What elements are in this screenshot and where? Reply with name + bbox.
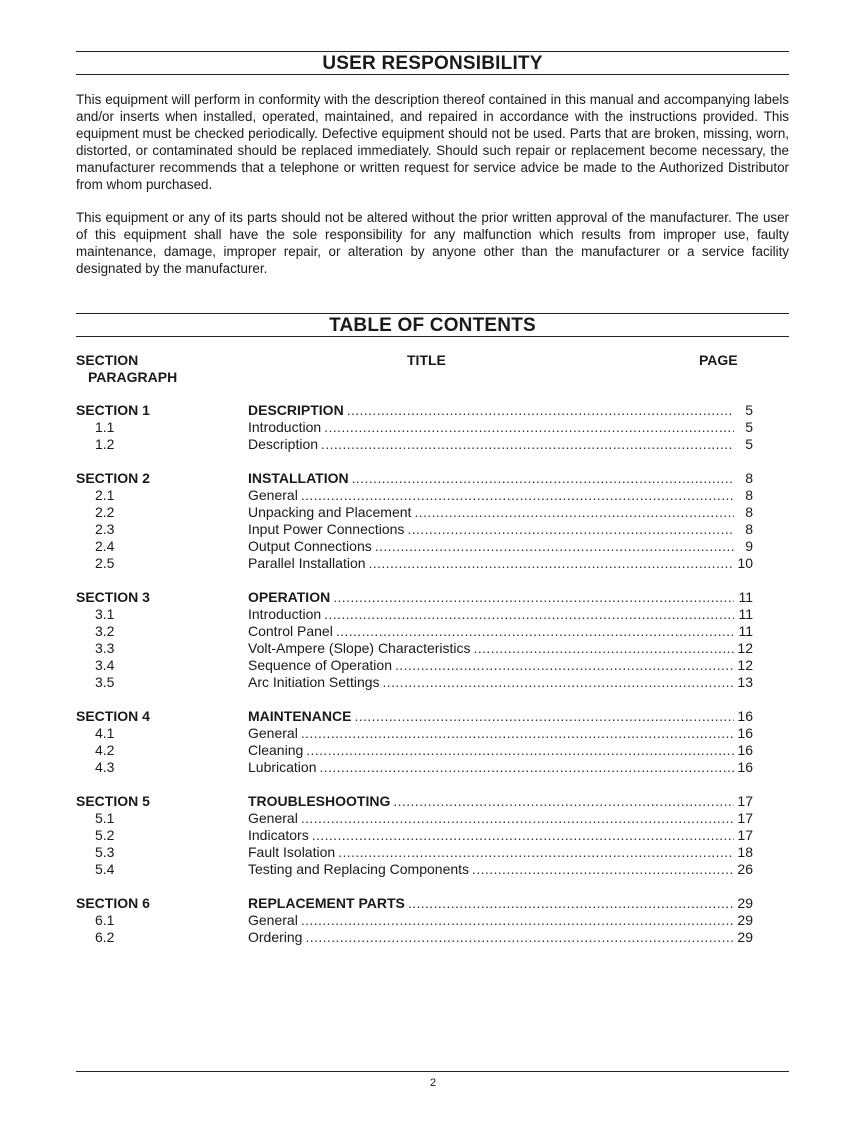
toc-item-row[interactable] xyxy=(76,929,756,946)
item-title: Indicators xyxy=(248,827,309,843)
toc-item-row[interactable] xyxy=(76,555,756,572)
item-page: 8 xyxy=(745,521,753,537)
item-title: Testing and Replacing Components xyxy=(248,861,470,877)
dot-leader xyxy=(305,929,734,946)
paragraph-number: 4.1 xyxy=(95,725,115,741)
dot-leader xyxy=(320,759,735,776)
paragraph-number: 5.1 xyxy=(95,810,115,826)
item-title: Control Panel xyxy=(248,623,333,639)
toc-section-row[interactable] xyxy=(76,708,756,725)
toc-item-row[interactable] xyxy=(76,844,756,861)
paragraph-number: 6.1 xyxy=(95,912,115,928)
item-page: 5 xyxy=(745,436,753,452)
paragraph-number: 4.2 xyxy=(95,742,115,758)
toc-item-row[interactable] xyxy=(76,436,756,453)
section-title: REPLACEMENT PARTS xyxy=(248,895,405,911)
item-title: Ordering xyxy=(248,929,303,945)
toc-item-row[interactable] xyxy=(76,623,756,640)
toc-item-row[interactable] xyxy=(76,759,756,776)
dot-leader xyxy=(321,436,734,453)
paragraph-number: 3.4 xyxy=(95,657,115,673)
toc-item-row[interactable] xyxy=(76,504,756,521)
section-title: DESCRIPTION xyxy=(248,402,344,418)
item-page: 12 xyxy=(737,640,753,656)
section-page: 8 xyxy=(745,470,753,486)
toc-item-row[interactable] xyxy=(76,487,756,504)
item-page: 26 xyxy=(737,861,753,877)
item-page: 10 xyxy=(737,555,753,571)
item-title: Fault Isolation xyxy=(248,844,336,860)
item-page: 16 xyxy=(737,742,753,758)
dot-leader xyxy=(301,810,734,827)
dot-leader xyxy=(306,742,734,759)
responsibility-paragraph-2: This equipment or any of its parts should not be altered without the prior written approval of the manufacturer. The user of this equipment shall have the sole responsibility for any malfunction which results from improper use, faulty maintenance, damage, improper repair, or alteration by anyone other than the manufacturer or a service facility designated by the manufacturer. xyxy=(76,210,789,276)
top-rule xyxy=(76,51,789,52)
section-title: TROUBLESHOOTING xyxy=(248,793,391,809)
toc-item-row[interactable] xyxy=(76,861,756,878)
paragraph-number: 5.2 xyxy=(95,827,115,843)
item-page: 11 xyxy=(738,606,753,622)
dot-leader xyxy=(393,793,734,810)
item-title: Parallel Installation xyxy=(248,555,366,571)
item-title: Input Power Connections xyxy=(248,521,405,537)
dot-leader xyxy=(333,589,734,606)
paragraph-number: 2.1 xyxy=(95,487,115,503)
toc-item-row[interactable] xyxy=(76,742,756,759)
section-title: INSTALLATION xyxy=(248,470,349,486)
toc-underline xyxy=(76,336,789,337)
dot-leader xyxy=(312,827,734,844)
dot-leader xyxy=(407,521,734,538)
paragraph-number: 5.3 xyxy=(95,844,115,860)
item-page: 12 xyxy=(737,657,753,673)
toc-section-3 xyxy=(76,589,756,691)
footer-rule xyxy=(76,1071,789,1072)
dot-leader xyxy=(301,725,734,742)
item-title: Volt-Ampere (Slope) Characteristics xyxy=(248,640,471,656)
paragraph-number: 3.1 xyxy=(95,606,115,622)
dot-leader xyxy=(324,419,734,436)
section-label: SECTION 2 xyxy=(76,470,150,486)
item-page: 29 xyxy=(737,929,753,945)
item-title: General xyxy=(248,487,298,503)
dot-leader xyxy=(301,912,734,929)
dot-leader xyxy=(352,470,734,487)
item-page: 18 xyxy=(737,844,753,860)
item-title: Arc Initiation Settings xyxy=(248,674,380,690)
section-label: SECTION 3 xyxy=(76,589,150,605)
dot-leader xyxy=(474,640,734,657)
toc-item-row[interactable] xyxy=(76,640,756,657)
dot-leader xyxy=(324,606,734,623)
dot-leader xyxy=(338,844,734,861)
item-title: Description xyxy=(248,436,319,452)
section-label: SECTION 4 xyxy=(76,708,150,724)
item-page: 13 xyxy=(737,674,753,690)
section-label: SECTION 5 xyxy=(76,793,150,809)
section-page: 5 xyxy=(745,402,753,418)
toc-item-row[interactable] xyxy=(76,810,756,827)
item-title: Cleaning xyxy=(248,742,304,758)
toc-item-row[interactable] xyxy=(76,912,756,929)
dot-leader xyxy=(354,708,734,725)
toc-section-6 xyxy=(76,895,756,946)
toc-item-row[interactable] xyxy=(76,725,756,742)
paragraph-number: 1.2 xyxy=(95,436,115,452)
toc-item-row[interactable] xyxy=(76,674,756,691)
paragraph-number: 3.5 xyxy=(95,674,115,690)
toc-item-row[interactable] xyxy=(76,538,756,555)
toc-item-row[interactable] xyxy=(76,521,756,538)
dot-leader xyxy=(347,402,734,419)
paragraph-number: 2.3 xyxy=(95,521,115,537)
dot-leader xyxy=(395,657,734,674)
toc-section-row[interactable] xyxy=(76,402,756,419)
section-label: SECTION 1 xyxy=(76,402,150,418)
user-responsibility-heading: USER RESPONSIBILITY xyxy=(322,53,543,74)
item-page: 17 xyxy=(737,827,753,843)
toc-top-rule xyxy=(76,313,789,314)
toc-item-row[interactable] xyxy=(76,827,756,844)
col-paragraph-header: PARAGRAPH xyxy=(88,369,178,385)
item-title: Sequence of Operation xyxy=(248,657,392,673)
user-responsibility-underline xyxy=(76,74,789,75)
page-number: 2 xyxy=(429,1077,437,1089)
item-title: Output Connections xyxy=(248,538,372,554)
dot-leader xyxy=(472,861,734,878)
toc-item-row[interactable] xyxy=(76,606,756,623)
item-title: Introduction xyxy=(248,606,322,622)
responsibility-paragraph-1: This equipment will perform in conformity with the description thereof contained in this manual and accompanying labels and/or inserts when installed, operated, maintained, and repaired in accordance with the instructions provided. This equipment must be checked periodically. Defective equipment should not be used. Parts that are broken, missing, worn, distorted, or contaminated should be replaced immediately. Should such repair or replacement become necessary, the manufacturer recommends that a telephone or written request for service advice be made to the Authorized Distributor from whom purchased. xyxy=(76,92,789,192)
paragraph-number: 3.3 xyxy=(95,640,115,656)
item-title: General xyxy=(248,725,298,741)
toc-section-4 xyxy=(76,708,756,776)
dot-leader xyxy=(301,487,734,504)
dot-leader xyxy=(408,895,734,912)
paragraph-number: 1.1 xyxy=(95,419,115,435)
toc-list xyxy=(76,402,756,963)
toc-section-row[interactable] xyxy=(76,793,756,810)
section-title: OPERATION xyxy=(248,589,331,605)
toc-item-row[interactable] xyxy=(76,657,756,674)
toc-heading: TABLE OF CONTENTS xyxy=(329,315,536,336)
item-page: 9 xyxy=(745,538,753,554)
item-page: 16 xyxy=(737,725,753,741)
item-page: 5 xyxy=(745,419,753,435)
dot-leader xyxy=(336,623,734,640)
toc-item-row[interactable] xyxy=(76,419,756,436)
paragraph-number: 5.4 xyxy=(95,861,115,877)
section-label: SECTION 6 xyxy=(76,895,150,911)
toc-section-row[interactable] xyxy=(76,470,756,487)
dot-leader xyxy=(375,538,734,555)
item-page: 17 xyxy=(737,810,753,826)
section-page: 16 xyxy=(737,708,753,724)
section-title: MAINTENANCE xyxy=(248,708,352,724)
dot-leader xyxy=(383,674,734,691)
paragraph-number: 2.4 xyxy=(95,538,115,554)
item-title: Introduction xyxy=(248,419,322,435)
toc-section-5 xyxy=(76,793,756,878)
item-page: 8 xyxy=(745,487,753,503)
paragraph-number: 6.2 xyxy=(95,929,115,945)
item-page: 29 xyxy=(737,912,753,928)
paragraph-number: 3.2 xyxy=(95,623,115,639)
section-page: 11 xyxy=(738,589,753,605)
col-page-header: PAGE xyxy=(699,352,738,368)
item-page: 16 xyxy=(737,759,753,775)
toc-section-row[interactable] xyxy=(76,589,756,606)
item-page: 11 xyxy=(738,623,753,639)
paragraph-number: 4.3 xyxy=(95,759,115,775)
item-title: General xyxy=(248,810,298,826)
item-title: General xyxy=(248,912,298,928)
item-title: Unpacking and Placement xyxy=(248,504,412,520)
item-title: Lubrication xyxy=(248,759,317,775)
item-page: 8 xyxy=(745,504,753,520)
section-page: 17 xyxy=(737,793,753,809)
col-section-header: SECTION xyxy=(76,352,139,368)
dot-leader xyxy=(369,555,734,572)
toc-section-row[interactable] xyxy=(76,895,756,912)
col-title-header: TITLE xyxy=(407,352,446,368)
dot-leader xyxy=(414,504,734,521)
paragraph-number: 2.5 xyxy=(95,555,115,571)
toc-section-2 xyxy=(76,470,756,572)
paragraph-number: 2.2 xyxy=(95,504,115,520)
toc-section-1 xyxy=(76,402,756,453)
section-page: 29 xyxy=(737,895,753,911)
